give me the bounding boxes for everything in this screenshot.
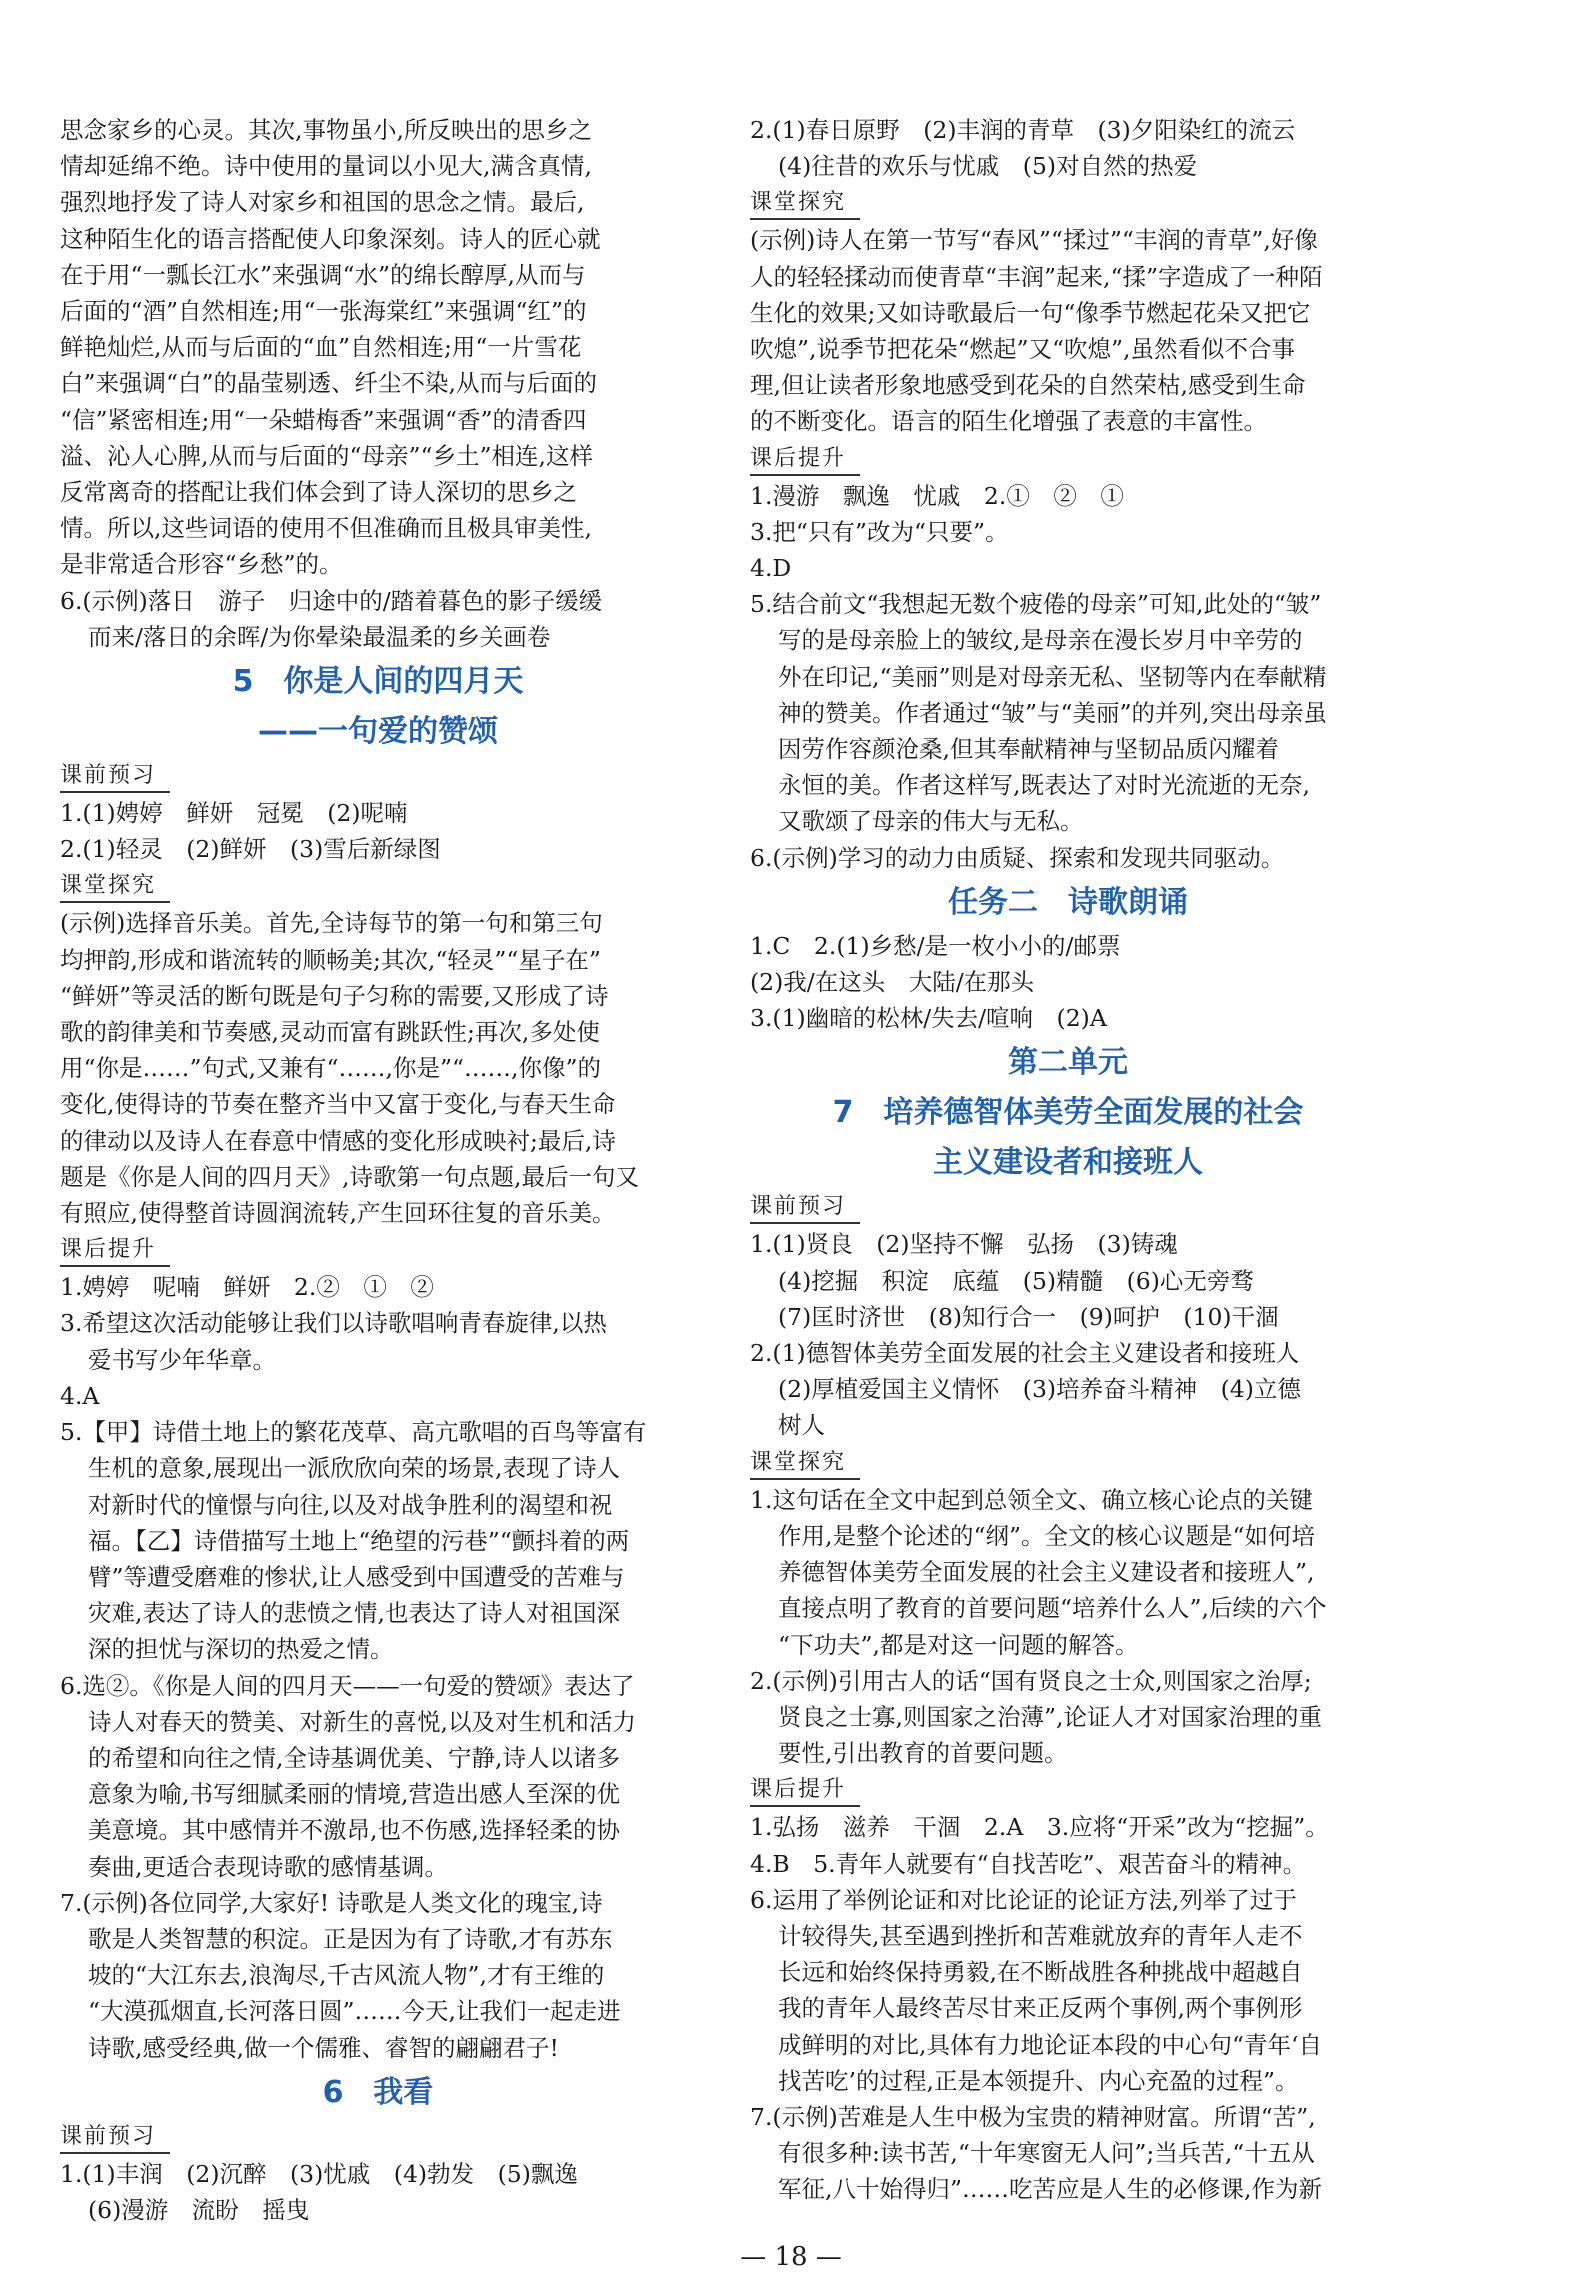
section-tag: 课堂探究: [750, 188, 860, 220]
text-line: 而来/落日的余晖/为你晕染最温柔的乡关画卷: [88, 622, 551, 651]
text-line: 2.(1)德智体美劳全面发展的社会主义建设者和接班人: [750, 1339, 1300, 1368]
text-line: 思念家乡的心灵。其次,事物虽小,所反映出的思乡之: [60, 116, 592, 144]
text-line: 6.选②。《你是人间的四月天——一句爱的赞颂》表达了: [60, 1671, 635, 1700]
left-column: [60, 112, 696, 2228]
text-line: 鲜艳灿烂,从而与后面的“血”自然相连;用“一片雪花: [60, 333, 582, 362]
text-line: 诗歌,感受经典,做一个儒雅、睿智的翩翩君子!: [88, 2033, 559, 2062]
text-line: 3.把“只有”改为“只要”。: [750, 517, 1009, 546]
text-line: 变化,使得诗的节奏在整齐当中又富于变化,与春天生命: [60, 1090, 616, 1119]
section-tag: 课前预习: [60, 2122, 170, 2154]
text-line: 1.弘扬 滋养 干涸 2.A 3.应将“开采”改为“挖掘”。: [750, 1813, 1329, 1842]
text-line: 对新时代的憧憬与向往,以及对战争胜利的渴望和祝: [88, 1490, 613, 1519]
text-line: 深的担忧与深切的热爱之情。: [88, 1635, 394, 1664]
text-line: 用“你是……”句式,又兼有“……,你是”“……,你像”的: [60, 1054, 601, 1083]
text-line: 树人: [778, 1411, 825, 1440]
section-tag-row: [750, 1188, 1386, 1226]
text-line: 6.运用了举例论证和对比论证的论证方法,列举了过于: [750, 1885, 1297, 1914]
text-line: 有很多种:读书苦,“十年寒窗无人问”;当兵苦,“十五从: [778, 2139, 1315, 2168]
text-line: 5.【甲】诗借土地上的繁花茂草、高亢歌唱的百鸟等富有: [60, 1418, 647, 1447]
text-line: 生化的效果;又如诗歌最后一句“像季节燃起花朵又把它: [750, 298, 1311, 327]
section-title: 5 你是人间的四月天: [232, 664, 524, 700]
text-line: 歌的韵律美和节奏感,灵动而富有跳跃性;再次,多处使: [60, 1018, 600, 1047]
text-line: 长远和始终保持勇毅,在不断战胜各种挑战中超越自: [778, 1958, 1303, 1987]
text-line: (2)我/在这头 大陆/在那头: [750, 968, 1035, 997]
text-line: 找苦吃’的过程,正是本领提升、内心充盈的过程”。: [778, 2066, 1299, 2095]
text-line: 理,但让读者形象地感受到花朵的自然荣枯,感受到生命: [750, 371, 1306, 400]
text-line: (4)挖掘 积淀 底蕴 (5)精髓 (6)心无旁骛: [778, 1266, 1254, 1295]
text-line: 1.娉婷 呢喃 鲜妍 2.② ① ②: [60, 1273, 434, 1302]
text-line: 吹熄”,说季节把花朵“燃起”又“吹熄”,虽然看似不合事: [750, 335, 1296, 364]
section-title: 任务二 诗歌朗诵: [948, 884, 1188, 920]
section-tag: 课堂探究: [60, 871, 170, 903]
text-line: 养德智体美劳全面发展的社会主义建设者和接班人”,: [778, 1558, 1315, 1587]
text-line: 的律动以及诗人在春意中情感的变化形成映衬;最后,诗: [60, 1126, 616, 1155]
text-line: (6)漫游 流盼 摇曳: [88, 2195, 310, 2224]
text-line: 奏曲,更适合表现诗歌的感情基调。: [88, 1852, 448, 1881]
text-line: 反常离奇的搭配让我们体会到了诗人深切的思乡之: [60, 478, 577, 507]
text-line: 1.(1)贤良 (2)坚持不懈 弘扬 (3)铸魂: [750, 1230, 1178, 1259]
text-line: 诗人对春天的赞美、对新生的喜悦,以及对生机和活力: [88, 1707, 636, 1736]
section-title: 7 培养德智体美劳全面发展的社会: [832, 1095, 1304, 1131]
text-line: 4.B 5.青年人就要有“自找苦吃”、艰苦奋斗的精神。: [750, 1849, 1307, 1878]
section-tag: 课后提升: [750, 1775, 860, 1807]
text-line: 7.(示例)各位同学,大家好! 诗歌是人类文化的瑰宝,诗: [60, 1888, 603, 1917]
text-line: 军征,八十始得归”……吃苦应是人生的必修课,作为新: [778, 2175, 1322, 2204]
text-line: 成鲜明的对比,具体有力地论证本段的中心句“青年‘自: [778, 2030, 1322, 2059]
text-line: (示例)诗人在第一节写“春风”“揉过”“丰润的青草”,好像: [750, 226, 1318, 255]
text-line: 我的青年人最终苦尽甘来正反两个事例,两个事例形: [778, 1994, 1303, 2023]
text-line: 这种陌生化的语言搭配使人印象深刻。诗人的匠心就: [60, 224, 601, 253]
text-line: “下功夫”,都是对这一问题的解答。: [778, 1630, 1139, 1659]
text-line: 7.(示例)苦难是人生中极为宝贵的精神财富。所谓“苦”,: [750, 2102, 1316, 2131]
section-tag: 课后提升: [750, 444, 860, 476]
text-line: 5.结合前文“我想起无数个疲倦的母亲”可知,此处的“皱”: [750, 590, 1322, 619]
text-line: 情却延绵不绝。诗中使用的量词以小见大,满含真情,: [60, 152, 592, 181]
text-line: 外在印记,“美丽”则是对母亲无私、坚韧等内在奉献精: [778, 662, 1327, 691]
text-line: 作用,是整个论述的“纲”。全文的核心议题是“如何培: [778, 1521, 1316, 1550]
section-tag: 课后提升: [60, 1235, 170, 1267]
text-line: 6.(示例)学习的动力由质疑、探索和发现共同驱动。: [750, 843, 1285, 872]
text-line: 写的是母亲脸上的皱纹,是母亲在漫长岁月中辛劳的: [778, 626, 1303, 655]
text-line: 永恒的美。作者这样写,既表达了对时光流逝的无奈,: [778, 771, 1310, 800]
text-line: 爱书写少年华章。: [88, 1345, 276, 1374]
section-tag-row: [60, 2118, 696, 2156]
text-line: (2)厚植爱国主义情怀 (3)培养奋斗精神 (4)立德: [778, 1375, 1301, 1404]
section-tag-row: [750, 1444, 1386, 1482]
text-line: 直接点明了教育的首要问题“培养什么人”,后续的六个: [778, 1594, 1327, 1623]
text-line: 情。所以,这些词语的使用不但准确而且极具审美性,: [60, 514, 592, 543]
section-tag: 课前预习: [750, 1192, 860, 1224]
section-tag: 课前预习: [60, 761, 170, 793]
section-tag-row: [60, 757, 696, 795]
text-line: 3.希望这次活动能够让我们以诗歌唱响青春旋律,以热: [60, 1309, 607, 1338]
text-line: “鲜妍”等灵活的断句既是句子匀称的需要,又形成了诗: [60, 981, 609, 1010]
text-line: 歌是人类智慧的积淀。正是因为有了诗歌,才有苏东: [88, 1924, 613, 1953]
text-line: 意象为喻,书写细腻柔丽的情境,营造出感人至深的优: [88, 1780, 620, 1809]
text-line: 计较得失,甚至遇到挫折和苦难就放弃的青年人走不: [778, 1921, 1303, 1950]
section-tag-row: [60, 867, 696, 905]
section-tag-row: [60, 1231, 696, 1269]
text-line: 福。【乙】诗借描写土地上“绝望的污巷”“颤抖着的两: [88, 1526, 630, 1555]
text-line: 因劳作容颜沧桑,但其奉献精神与坚韧品质闪耀着: [778, 735, 1279, 764]
text-line: 坡的“大江东去,浪淘尽,千古风流人物”,才有王维的: [88, 1961, 605, 1990]
text-line: 人的轻轻揉动而使青草“丰润”起来,“揉”字造成了一种陌: [750, 262, 1323, 291]
text-line: 是非常适合形容“乡愁”的。: [60, 550, 343, 579]
text-line: 灾难,表达了诗人的悲愤之情,也表达了诗人对祖国深: [88, 1599, 620, 1628]
text-line: 题是《你是人间的四月天》,诗歌第一句点题,最后一句又: [60, 1162, 639, 1191]
text-line: 1.漫游 飘逸 忧戚 2.① ② ①: [750, 481, 1124, 510]
text-line: 要性,引出教育的首要问题。: [778, 1739, 1068, 1768]
text-line: “信”紧密相连;用“一朵蜡梅香”来强调“香”的清香四: [60, 405, 587, 434]
section-title: 6 我看: [322, 2074, 434, 2110]
section-tag-row: [750, 440, 1386, 478]
section-tag: 课堂探究: [750, 1448, 860, 1480]
text-line: (4)往昔的欢乐与忧戚 (5)对自然的热爱: [778, 152, 1198, 181]
text-line: 白”来强调“白”的晶莹剔透、纤尘不染,从而与后面的: [60, 369, 598, 398]
text-line: “大漠孤烟直,长河落日圆”……今天,让我们一起走进: [88, 1997, 621, 2026]
text-line: 生机的意象,展现出一派欣欣向荣的场景,表现了诗人: [88, 1454, 620, 1483]
text-line: 溢、沁人心脾,从而与后面的“母亲”“乡土”相连,这样: [60, 441, 593, 470]
text-line: 贤良之士寡,则国家之治薄”,论证人才对国家治理的重: [778, 1702, 1322, 1731]
text-line: 神的赞美。作者通过“皱”与“美丽”的并列,突出母亲虽: [778, 698, 1328, 727]
text-line: 6.(示例)落日 游子 归途中的/踏着暮色的影子缓缓: [60, 586, 603, 615]
text-line: 有照应,使得整首诗圆润流转,产生回环往复的音乐美。: [60, 1199, 616, 1228]
page-number: — 18 —: [740, 2242, 842, 2272]
section-tag-row: [750, 184, 1386, 222]
text-line: 均押韵,形成和谐流转的顺畅美;其次,“轻灵”“星子在”: [60, 945, 601, 974]
text-line: 1.这句话在全文中起到总领全文、确立核心论点的关键: [750, 1485, 1313, 1514]
text-line: 强烈地抒发了诗人对家乡和祖国的思念之情。最后,: [60, 188, 585, 217]
text-line: 的希望和向往之情,全诗基调优美、宁静,诗人以诸多: [88, 1743, 620, 1772]
text-line: 在于用“一瓢长江水”来强调“水”的绵长醇厚,从而与: [60, 260, 586, 289]
text-line: 美意境。其中感情并不激昂,也不伤感,选择轻柔的协: [88, 1816, 620, 1845]
text-line: 1.C 2.(1)乡愁/是一枚小小的/邮票: [750, 931, 1121, 960]
text-line: 4.D: [750, 554, 792, 583]
section-title: ——一句爱的赞颂: [258, 714, 498, 750]
text-line: 后面的“酒”自然相连;用“一张海棠红”来强调“红”的: [60, 297, 587, 326]
text-line: 1.(1)丰润 (2)沉醉 (3)忧戚 (4)勃发 (5)飘逸: [60, 2159, 578, 2188]
text-line: 3.(1)幽暗的松林/失去/喧响 (2)A: [750, 1004, 1107, 1033]
text-line: 的不断变化。语言的陌生化增强了表意的丰富性。: [750, 407, 1267, 436]
text-line: 臂”等遭受磨难的惨状,让人感受到中国遭受的苦难与: [88, 1562, 625, 1591]
text-line: 2.(示例)引用古人的话“国有贤良之士众,则国家之治厚;: [750, 1666, 1312, 1695]
right-column: [750, 112, 1386, 2208]
text-line: 2.(1)春日原野 (2)丰润的青草 (3)夕阳染红的流云: [750, 116, 1296, 144]
text-line: 1.(1)娉婷 鲜妍 冠冕 (2)呢喃: [60, 799, 408, 828]
text-line: 2.(1)轻灵 (2)鲜妍 (3)雪后新绿图: [60, 835, 441, 864]
text-line: 又歌颂了母亲的伟大与无私。: [778, 807, 1084, 836]
text-line: (7)匡时济世 (8)知行合一 (9)呵护 (10)干涸: [778, 1302, 1279, 1331]
text-line: (示例)选择音乐美。首先,全诗每节的第一句和第三句: [60, 909, 603, 938]
section-tag-row: [750, 1771, 1386, 1809]
text-line: 4.A: [60, 1381, 100, 1410]
section-title: 第二单元: [1008, 1045, 1128, 1081]
section-title: 主义建设者和接班人: [933, 1145, 1203, 1181]
